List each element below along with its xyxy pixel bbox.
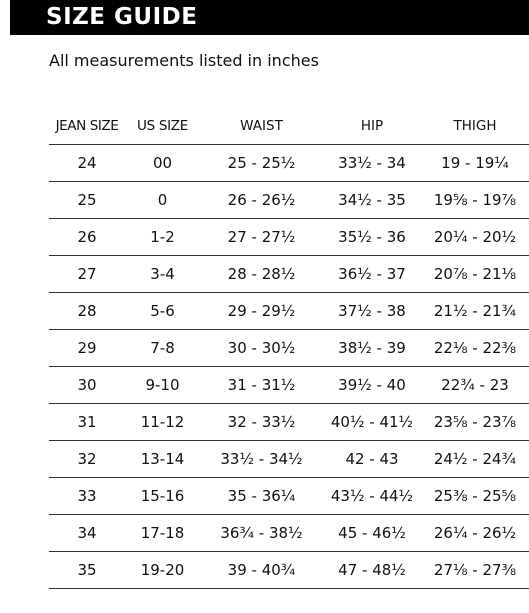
- thigh-cell: 27⅛ - 27⅜: [421, 552, 529, 589]
- table-row: [49, 145, 529, 182]
- jean-size-cell: 29: [49, 330, 125, 367]
- thigh-cell: 20⅞ - 21⅛: [421, 256, 529, 293]
- thigh-cell: 22¾ - 23: [421, 367, 529, 404]
- table-row: [49, 219, 529, 256]
- table-row: [49, 256, 529, 293]
- waist-cell: 26 - 26½: [200, 182, 323, 219]
- hip-cell: 38½ - 39: [323, 330, 421, 367]
- hip-cell: 37½ - 38: [323, 293, 421, 330]
- thigh-cell: 22⅛ - 22⅜: [421, 330, 529, 367]
- us-size-cell: 19-20: [125, 552, 200, 589]
- waist-cell: 36¾ - 38½: [200, 515, 323, 552]
- jean-size-cell: 28: [49, 293, 125, 330]
- hip-cell: 36½ - 37: [323, 256, 421, 293]
- waist-cell: 39 - 40¾: [200, 552, 323, 589]
- jean-size-cell: 35: [49, 552, 125, 589]
- table-row: [49, 293, 529, 330]
- measurement-note: All measurements listed in inches: [49, 51, 319, 70]
- waist-cell: 29 - 29½: [200, 293, 323, 330]
- jean-size-cell: 31: [49, 404, 125, 441]
- thigh-cell: 26¼ - 26½: [421, 515, 529, 552]
- table-row: [49, 367, 529, 404]
- hip-cell: 34½ - 35: [323, 182, 421, 219]
- hip-cell: 45 - 46½: [323, 515, 421, 552]
- us-size-cell: 13-14: [125, 441, 200, 478]
- jean-size-cell: 33: [49, 478, 125, 515]
- thigh-cell: 20¼ - 20½: [421, 219, 529, 256]
- hip-cell: 47 - 48½: [323, 552, 421, 589]
- us-size-cell: 9-10: [125, 367, 200, 404]
- us-size-cell: 17-18: [125, 515, 200, 552]
- page-title: SIZE GUIDE: [46, 4, 198, 30]
- hip-cell: 35½ - 36: [323, 219, 421, 256]
- column-header-us-size: US SIZE: [137, 118, 188, 134]
- jean-size-cell: 26: [49, 219, 125, 256]
- us-size-cell: 0: [125, 182, 200, 219]
- jean-size-cell: 30: [49, 367, 125, 404]
- table-row: [49, 182, 529, 219]
- table-row: [49, 478, 529, 515]
- waist-cell: 30 - 30½: [200, 330, 323, 367]
- column-header-thigh: THIGH: [453, 118, 497, 134]
- thigh-cell: 19⅝ - 19⅞: [421, 182, 529, 219]
- header-bar: [10, 0, 529, 35]
- hip-cell: 40½ - 41½: [323, 404, 421, 441]
- hip-cell: 39½ - 40: [323, 367, 421, 404]
- waist-cell: 25 - 25½: [200, 145, 323, 182]
- waist-cell: 35 - 36¼: [200, 478, 323, 515]
- table-row: [49, 441, 529, 478]
- waist-cell: 31 - 31½: [200, 367, 323, 404]
- jean-size-cell: 32: [49, 441, 125, 478]
- thigh-cell: 24½ - 24¾: [421, 441, 529, 478]
- us-size-cell: 11-12: [125, 404, 200, 441]
- table-row: [49, 330, 529, 367]
- thigh-cell: 25⅜ - 25⅝: [421, 478, 529, 515]
- thigh-cell: 21½ - 21¾: [421, 293, 529, 330]
- waist-cell: 28 - 28½: [200, 256, 323, 293]
- hip-cell: 42 - 43: [323, 441, 421, 478]
- table-body: [49, 145, 529, 589]
- us-size-cell: 00: [125, 145, 200, 182]
- us-size-cell: 3-4: [125, 256, 200, 293]
- table-row: [49, 404, 529, 441]
- waist-cell: 33½ - 34½: [200, 441, 323, 478]
- us-size-cell: 7-8: [125, 330, 200, 367]
- jean-size-cell: 34: [49, 515, 125, 552]
- waist-cell: 27 - 27½: [200, 219, 323, 256]
- table-row: [49, 515, 529, 552]
- table-row: [49, 552, 529, 589]
- column-header-jean-size: JEAN SIZE: [55, 118, 119, 134]
- size-table: [49, 108, 529, 589]
- us-size-cell: 1-2: [125, 219, 200, 256]
- us-size-cell: 15-16: [125, 478, 200, 515]
- column-header-hip: HIP: [360, 118, 384, 134]
- table-header-row: [49, 108, 529, 145]
- jean-size-cell: 25: [49, 182, 125, 219]
- us-size-cell: 5-6: [125, 293, 200, 330]
- hip-cell: 33½ - 34: [323, 145, 421, 182]
- jean-size-cell: 27: [49, 256, 125, 293]
- thigh-cell: 23⅝ - 23⅞: [421, 404, 529, 441]
- waist-cell: 32 - 33½: [200, 404, 323, 441]
- thigh-cell: 19 - 19¼: [421, 145, 529, 182]
- column-header-waist: WAIST: [240, 118, 283, 134]
- hip-cell: 43½ - 44½: [323, 478, 421, 515]
- jean-size-cell: 24: [49, 145, 125, 182]
